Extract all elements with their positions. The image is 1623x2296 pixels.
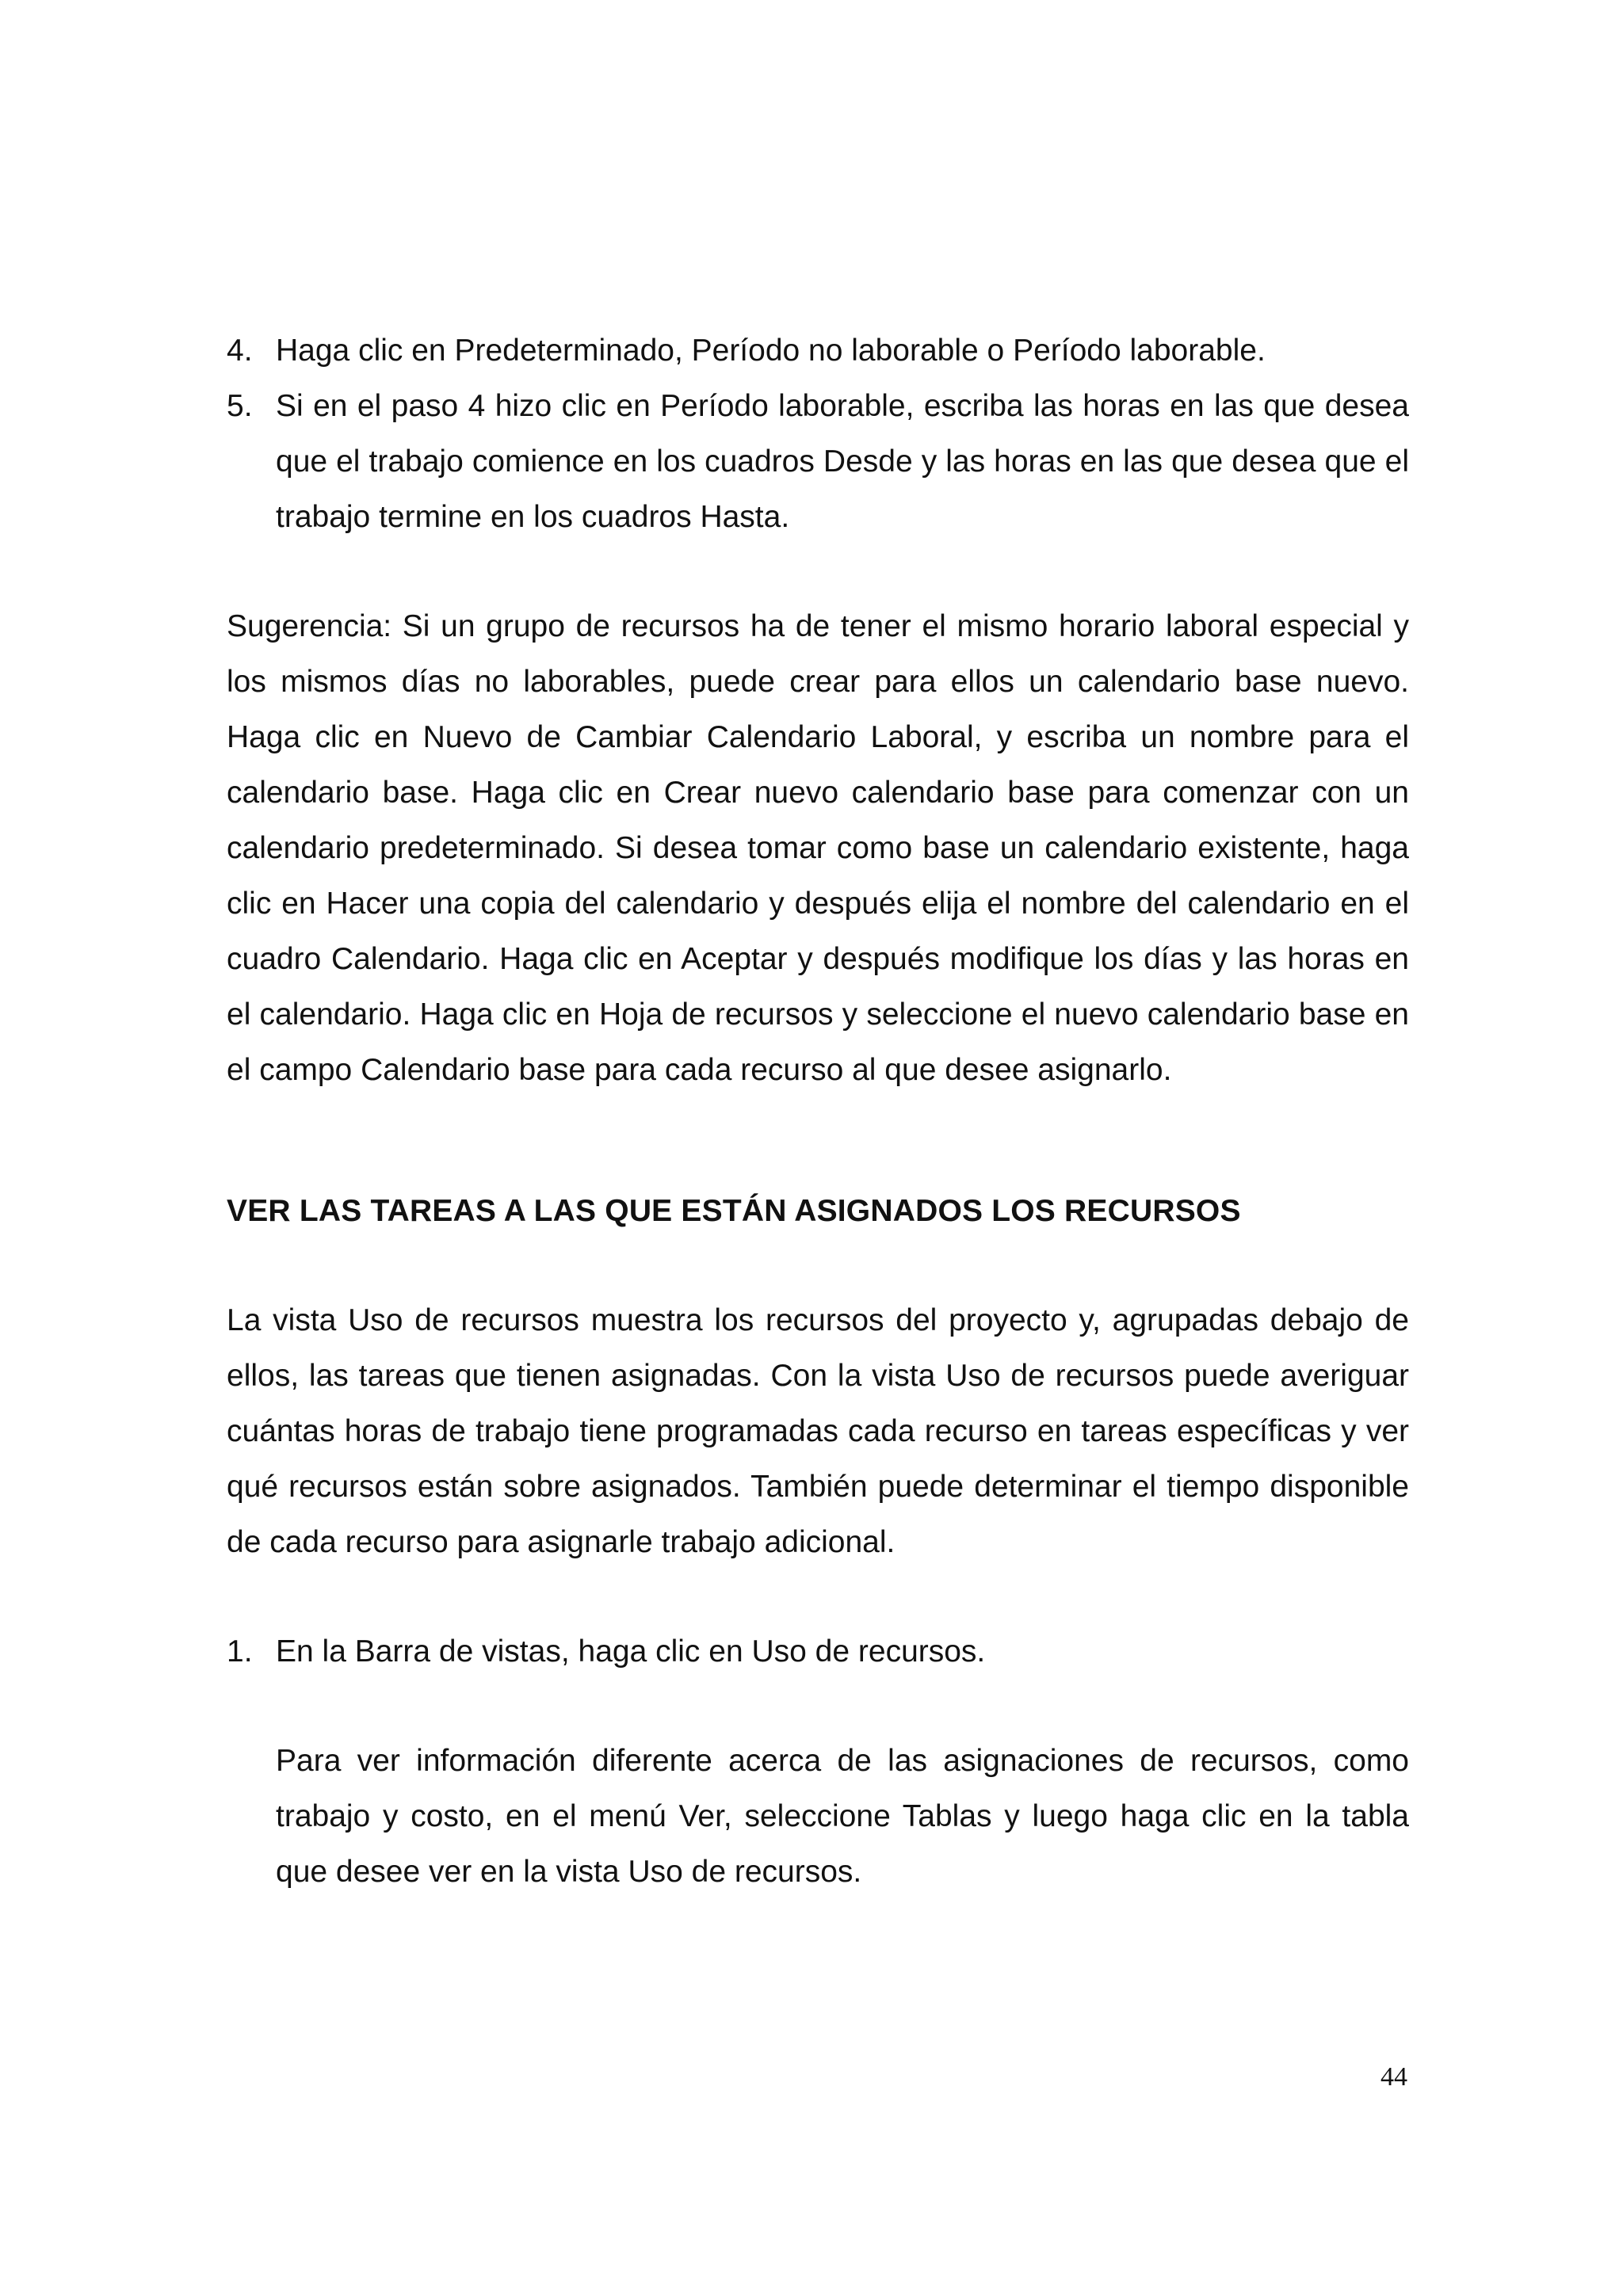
list-item xyxy=(227,379,1409,545)
spacer xyxy=(227,1239,1409,1293)
list-item xyxy=(227,1624,1409,1680)
spacer xyxy=(227,545,1409,599)
spacer xyxy=(227,1098,1409,1184)
list-item-text: En la Barra de vistas, haga clic en Uso de recursos. xyxy=(276,1634,986,1669)
list-item-number: 4. xyxy=(227,334,253,368)
page-content xyxy=(227,323,1409,1900)
intro-paragraph: La vista Uso de recursos muestra los recursos del proyecto y, agrupadas debajo de ellos, las tareas que tienen asignadas. Con la vista Uso de recursos puede averiguar cuántas horas de trabajo tiene programadas cada recurso en tareas específicas y ver qué recursos están sobre asignados. También puede determinar el tiempo disponible de cada recurso para asignarle trabajo adicional. xyxy=(227,1303,1409,1559)
numbered-list-bottom xyxy=(227,1624,1409,1680)
page-number: 44 xyxy=(1381,2062,1407,2092)
list-item-text: Si en el paso 4 hizo clic en Período laborable, escriba las horas en las que desea que el trabajo comience en los cuadros Desde y las horas en las que desea que el trabajo termine en los cuadros Hasta. xyxy=(276,389,1409,534)
suggestion-paragraph: Sugerencia: Si un grupo de recursos ha de tener el mismo horario laboral especial y los mismos días no laborables, puede crear para ellos un calendario base nuevo. Haga clic en Nuevo de Cambiar Calendario Laboral, y escriba un nombre para el calendario base. Haga clic en Crear nuevo calendario base para comenzar con un calendario predeterminado. Si desea tomar como base un calendario existente, haga clic en Hacer una copia del calendario y después elija el nombre del calendario en el cuadro Calendario. Haga clic en Aceptar y después modifique los días y las horas en el calendario. Haga clic en Hoja de recursos y seleccione el nuevo calendario base en el campo Calendario base para cada recurso al que desee asignarlo. xyxy=(227,609,1409,1087)
list-item-number: 5. xyxy=(227,389,253,423)
numbered-list-top xyxy=(227,323,1409,545)
spacer xyxy=(227,1680,1409,1733)
list-item-number: 1. xyxy=(227,1634,253,1669)
spacer xyxy=(227,1570,1409,1624)
indented-note: Para ver información diferente acerca de las asignaciones de recursos, como trabajo y costo, en el menú Ver, seleccione Tablas y luego haga clic en la tabla que desee ver en la vista Uso de recursos. xyxy=(276,1744,1409,1889)
list-item xyxy=(227,323,1409,379)
list-item-text: Haga clic en Predeterminado, Período no laborable o Período laborable. xyxy=(276,334,1266,368)
section-heading: VER LAS TAREAS A LAS QUE ESTÁN ASIGNADOS LOS RECURSOS xyxy=(227,1194,1241,1228)
